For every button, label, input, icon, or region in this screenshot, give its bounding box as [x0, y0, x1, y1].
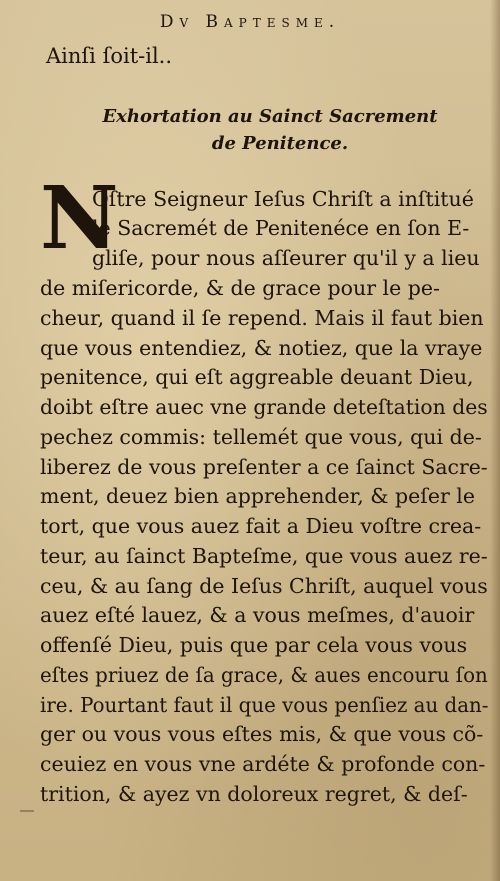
body-line: gliſe, pour nous aſſeurer qu'il y a lieu: [92, 246, 480, 270]
body-line: trition, & ayez vn doloreux regret, & deſ-: [40, 782, 468, 806]
drop-cap: N: [40, 168, 119, 269]
page-edge-shadow: [490, 0, 500, 881]
closing-line: Ainſi ſoit-il..: [46, 44, 173, 68]
body-line: ceuiez en vous vne ardéte & profonde con-: [40, 752, 486, 776]
body-line: de miſericorde, & de grace pour le pe-: [40, 276, 440, 300]
body-line: ment, deuez bien apprehender, & peſer le: [40, 484, 475, 508]
body-line: ire. Pourtant faut il que vous penſiez au dan-: [40, 693, 489, 717]
body-line: teur, au ſainct Bapteſme, que vous auez re-: [40, 544, 488, 568]
body-line: liberez de vous preſenter a ce ſainct Sacre-: [40, 455, 488, 479]
body-line: tort, que vous auez fait a Dieu voſtre crea-: [40, 514, 482, 538]
body-line: le Sacremét de Penitenéce en ſon E-: [92, 216, 470, 240]
body-line: auez eſté lauez, & a vous meſmes, d'auoir: [40, 603, 475, 627]
body-line: eſtes priuez de ſa grace, & aues encouru ſon: [40, 663, 488, 687]
section-title-line-1: Exhortation au Sainct Sacrement: [102, 106, 438, 127]
body-line: ceu, & au ſang de Ieſus Chriſt, auquel vous: [40, 574, 488, 598]
body-line: ger ou vous vous eſtes mis, & que vous cõ-: [40, 722, 484, 746]
section-title-line-2: de Penitence.: [211, 133, 349, 154]
body-line: cheur, quand il ſe repend. Mais il faut bien: [40, 306, 484, 330]
body-line: doibt eſtre auec vne grande deteſtation des: [40, 395, 488, 419]
running-head: Dv Baptesme.: [159, 12, 341, 32]
body-line: que vous entendiez, & notiez, que la vraye: [40, 336, 483, 360]
body-line: offenſé Dieu, puis que par cela vous vous: [40, 633, 468, 657]
ink-smudge: [20, 810, 34, 812]
body-line: penitence, qui eſt aggreable deuant Dieu,: [40, 365, 474, 389]
body-line: Oſtre Seigneur Ieſus Chriſt a inſtitué: [92, 187, 474, 211]
body-line: pechez commis: tellemét que vous, qui de-: [40, 425, 482, 449]
